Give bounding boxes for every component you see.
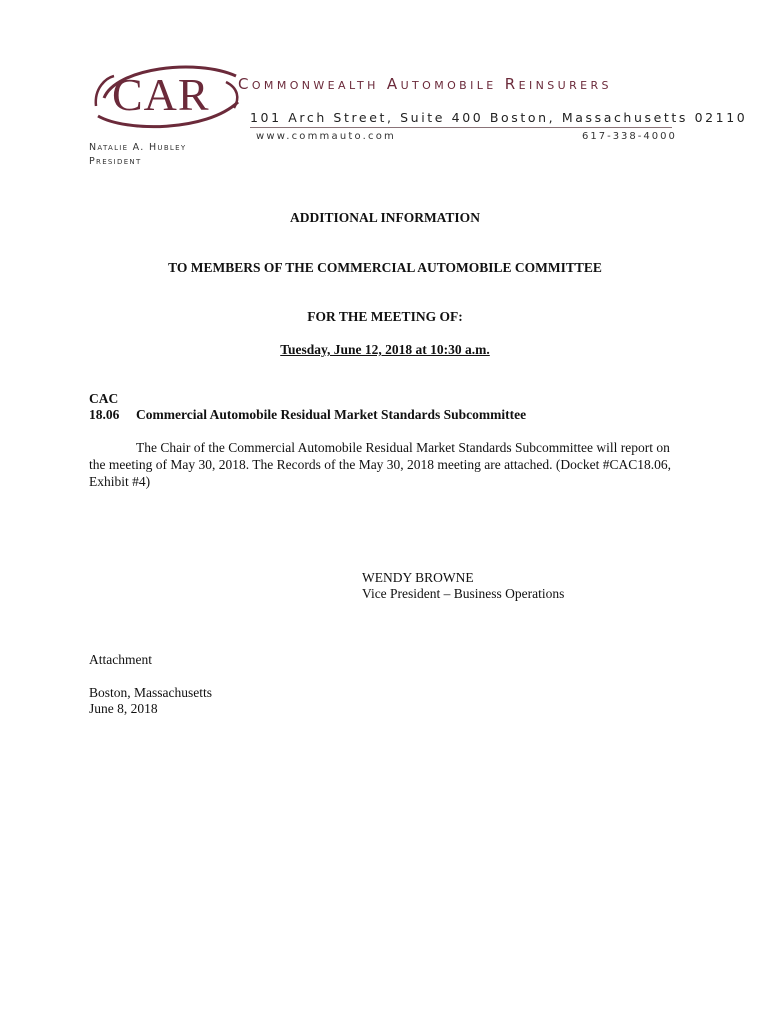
logo-text: CAR	[112, 69, 210, 120]
signature-title: Vice President – Business Operations	[362, 586, 565, 601]
letterhead-divider	[250, 127, 672, 128]
item-body-paragraph: The Chair of the Commercial Automobile Residual Market Standards Subcommittee will report on the meeting of May 30, 2018. The Records of the May 30, 2018 meeting are attached. (Docket #CAC18.06, Exhibit #4)	[89, 440, 671, 489]
organization-website[interactable]: www.commauto.com	[256, 131, 396, 142]
organization-address: 101 Arch Street, Suite 400 Boston, Massachusetts 02110	[250, 110, 748, 125]
attachment-note: Attachment	[89, 652, 152, 667]
president-name: Natalie A. Hubley	[89, 142, 187, 153]
item-code: CAC	[89, 391, 119, 406]
item-heading	[89, 407, 526, 423]
letterhead	[0, 0, 770, 200]
organization-phone: 617-338-4000	[582, 131, 677, 142]
document-place: Boston, Massachusetts	[89, 685, 212, 700]
meeting-date: Tuesday, June 12, 2018 at 10:30 a.m.	[280, 342, 490, 357]
president-title: President	[89, 156, 142, 167]
document-title: ADDITIONAL INFORMATION	[290, 210, 480, 225]
signature-name: WENDY BROWNE	[362, 570, 474, 585]
audience-heading: TO MEMBERS OF THE COMMERCIAL AUTOMOBILE COMMITTEE	[168, 260, 602, 275]
document-date: June 8, 2018	[89, 701, 158, 716]
meeting-label: FOR THE MEETING OF:	[307, 309, 463, 324]
item-number: 18.06	[89, 407, 120, 422]
item-title: Commercial Automobile Residual Market Standards Subcommittee	[136, 407, 527, 422]
organization-name: Commonwealth Automobile Reinsurers	[238, 75, 612, 93]
